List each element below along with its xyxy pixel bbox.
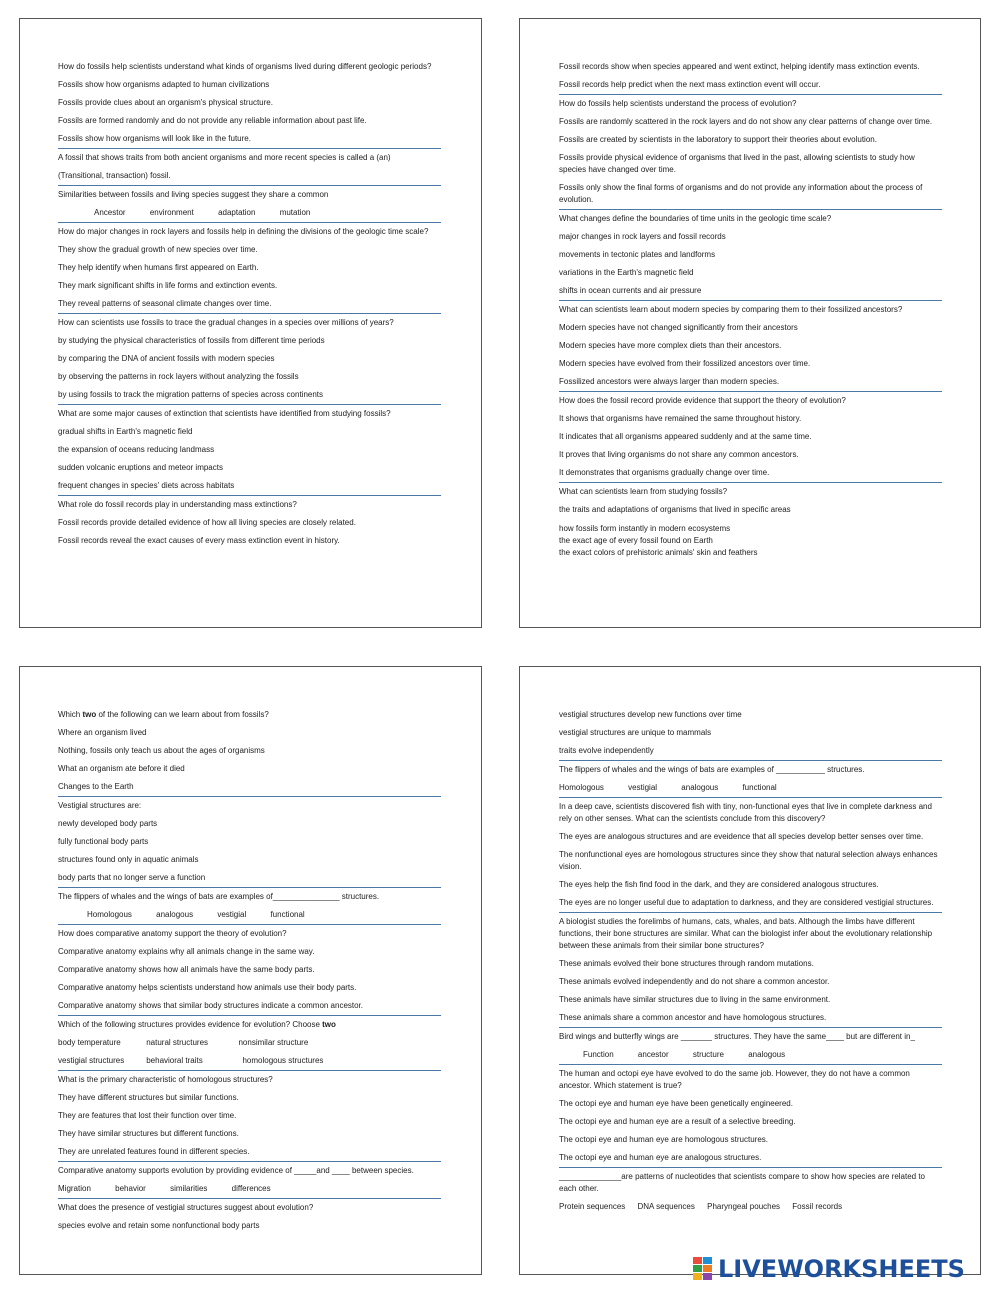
worksheet-page-2 bbox=[519, 18, 981, 628]
question-block bbox=[58, 223, 441, 314]
answer-option[interactable]: They reveal patterns of seasonal climate changes over time. bbox=[58, 299, 272, 308]
question-text bbox=[58, 1016, 441, 1034]
question-block bbox=[58, 496, 441, 550]
word-bank-item[interactable]: structure bbox=[692, 1050, 724, 1059]
question-text: What is the primary characteristic of homologous structures? bbox=[58, 1075, 273, 1084]
word-bank bbox=[559, 1046, 942, 1064]
question-text: What can scientists learn about modern species by comparing them to their fossilized ancestors? bbox=[559, 305, 903, 314]
question-text: How can scientists use fossils to trace the gradual changes in a species over millions of years? bbox=[58, 318, 394, 327]
answer-option[interactable]: by using fossils to track the migration patterns of species across continents bbox=[58, 390, 324, 399]
answer-option[interactable]: the exact colors of prehistoric animals' skin and feathers bbox=[559, 548, 758, 557]
question-text-start: Which bbox=[58, 710, 83, 719]
word-bank-item[interactable]: differences bbox=[231, 1184, 271, 1193]
word-bank-item[interactable]: adaptation bbox=[218, 208, 256, 217]
answer-option[interactable]: Comparative anatomy shows how all animals have the same body parts. bbox=[58, 965, 315, 974]
question-text: ______________are patterns of nucleotides that scientists compare to show how species are related to each other. bbox=[559, 1172, 926, 1193]
answer-option[interactable]: It indicates that all organisms appeared suddenly and at the same time. bbox=[559, 432, 812, 441]
word-bank-item[interactable]: Function bbox=[583, 1050, 614, 1059]
answer-option[interactable]: Fossil records provide detailed evidence of how all living species are closely related. bbox=[58, 518, 356, 527]
answer-option[interactable]: the expansion of oceans reducing landmass bbox=[58, 445, 215, 454]
word-bank bbox=[58, 1180, 441, 1198]
answer-option[interactable]: Modern species have evolved from their fossilized ancestors over time. bbox=[559, 359, 811, 368]
answer-option[interactable]: by comparing the DNA of ancient fossils with modern species bbox=[58, 354, 275, 363]
answer-option[interactable]: fully functional body parts bbox=[58, 837, 149, 846]
answer-option[interactable]: body parts that no longer serve a function bbox=[58, 873, 206, 882]
answer-option[interactable]: It proves that living organisms do not share any common ancestors. bbox=[559, 450, 799, 459]
question-text: How do fossils help scientists understand the process of evolution? bbox=[559, 99, 797, 108]
answer-option[interactable]: frequent changes in species' diets across habitats bbox=[58, 481, 235, 490]
question-text: The flippers of whales and the wings of bats are examples of_______________ structures. bbox=[58, 892, 380, 901]
question-text: The flippers of whales and the wings of bats are examples of ___________ structures. bbox=[559, 765, 865, 774]
answer-option[interactable]: Comparative anatomy explains why all animals change in the same way. bbox=[58, 947, 315, 956]
worksheet-page-4 bbox=[519, 666, 981, 1275]
answer-option[interactable]: behavioral traits bbox=[146, 1056, 203, 1065]
option-row bbox=[58, 1052, 441, 1070]
answer-option[interactable]: Comparative anatomy shows that similar body structures indicate a common ancestor. bbox=[58, 1001, 364, 1010]
answer-option[interactable]: newly developed body parts bbox=[58, 819, 158, 828]
answer-option[interactable]: variations in the Earth's magnetic field bbox=[559, 268, 694, 277]
answer-choice-text[interactable]: (Transitional, transaction) fossil. bbox=[58, 171, 171, 180]
answer-option[interactable]: vestigial structures bbox=[58, 1056, 125, 1065]
word-bank bbox=[559, 1198, 942, 1216]
word-bank-item[interactable]: DNA sequences bbox=[637, 1202, 695, 1211]
logo-blocks-icon bbox=[693, 1257, 715, 1281]
answer-option[interactable]: Modern species have not changed significantly from their ancestors bbox=[559, 323, 798, 332]
answer-option[interactable]: shifts in ocean currents and air pressure bbox=[559, 286, 702, 295]
question-text: What are some major causes of extinction that scientists have identified from studying fossils? bbox=[58, 409, 391, 418]
word-bank-item[interactable]: vestigial bbox=[628, 783, 658, 792]
answer-option[interactable]: They are features that lost their function over time. bbox=[58, 1111, 237, 1120]
answer-option[interactable]: Fossils show how organisms will look like in the future. bbox=[58, 134, 251, 143]
answer-option[interactable]: These animals have similar structures due to living in the same environment. bbox=[559, 995, 831, 1004]
question-block bbox=[58, 888, 441, 925]
word-bank-item[interactable]: functional bbox=[270, 910, 305, 919]
question-text: Bird wings and butterfly wings are _______ structures. They have the same____ but are different in_ bbox=[559, 1032, 915, 1041]
question-text: Comparative anatomy supports evolution by providing evidence of _____and ____ between species. bbox=[58, 1166, 414, 1175]
question-text: What does the presence of vestigial structures suggest about evolution? bbox=[58, 1203, 314, 1212]
answer-option[interactable]: These animals share a common ancestor and have homologous structures. bbox=[559, 1013, 827, 1022]
question-block bbox=[559, 210, 942, 301]
answer-option[interactable]: the traits and adaptations of organisms that lived in specific areas bbox=[559, 505, 791, 514]
answer-option[interactable]: natural structures bbox=[146, 1038, 209, 1047]
question-block bbox=[559, 913, 942, 1028]
answer-option[interactable]: Modern species have more complex diets than their ancestors. bbox=[559, 341, 782, 350]
question-block bbox=[559, 392, 942, 483]
answer-option[interactable]: Fossilized ancestors were always larger than modern species. bbox=[559, 377, 780, 386]
question-text: A fossil that shows traits from both ancient organisms and more recent species is called a (an) bbox=[58, 153, 391, 162]
word-bank-item[interactable]: Ancestor bbox=[94, 208, 126, 217]
worksheet-page-3 bbox=[19, 666, 482, 1275]
question-block bbox=[559, 301, 942, 392]
answer-option[interactable]: structures found only in aquatic animals bbox=[58, 855, 199, 864]
answer-option[interactable]: Fossil records help predict when the next mass extinction event will occur. bbox=[559, 80, 821, 89]
question-block bbox=[58, 797, 441, 888]
question-text: The human and octopi eye have evolved to do the same job. However, they do not have a common ancestor. Which statement is true? bbox=[559, 1069, 910, 1090]
question-block bbox=[58, 706, 441, 797]
answer-option[interactable]: These animals evolved independently and do not share a common ancestor. bbox=[559, 977, 830, 986]
answer-option[interactable]: how fossils form instantly in modern ecosystems bbox=[559, 524, 731, 533]
question-block bbox=[58, 186, 441, 223]
answer-option[interactable]: by studying the physical characteristics of fossils from different time periods bbox=[58, 336, 325, 345]
word-bank-item[interactable]: Homologous bbox=[87, 910, 132, 919]
answer-option[interactable]: The nonfunctional eyes are homologous structures since they show that natural selection always enhances vision. bbox=[559, 850, 938, 871]
question-text: In a deep cave, scientists discovered fish with tiny, non-functional eyes that live in complete darkness and rely on other senses. What can the scientists conclude from this discovery? bbox=[559, 802, 932, 823]
page-1-content bbox=[58, 58, 441, 550]
question-text-start: Which of the following structures provides evidence for evolution? Choose bbox=[58, 1020, 323, 1029]
answer-option[interactable]: The octopi eye and human eye have been genetically engineered. bbox=[559, 1099, 793, 1108]
answer-option[interactable]: Comparative anatomy helps scientists understand how animals use their body parts. bbox=[58, 983, 357, 992]
question-text: What role do fossil records play in understanding mass extinctions? bbox=[58, 500, 297, 509]
question-block bbox=[559, 1168, 942, 1216]
word-bank-item[interactable]: Homologous bbox=[559, 783, 604, 792]
answer-option[interactable]: The eyes are no longer useful due to adaptation to darkness, and they are considered vestigial structures. bbox=[559, 898, 934, 907]
answer-option[interactable]: sudden volcanic eruptions and meteor impacts bbox=[58, 463, 223, 472]
question-block bbox=[559, 95, 942, 210]
answer-option[interactable]: vestigial structures are unique to mammals bbox=[559, 728, 712, 737]
answer-option[interactable]: Fossil records reveal the exact causes of every mass extinction event in history. bbox=[58, 536, 340, 545]
answer-option[interactable]: the exact age of every fossil found on Earth bbox=[559, 536, 713, 545]
question-block bbox=[58, 58, 441, 149]
word-bank-item[interactable]: analogous bbox=[681, 783, 719, 792]
question-block bbox=[58, 405, 441, 496]
page-3-content bbox=[58, 706, 441, 1235]
question-block bbox=[559, 1065, 942, 1168]
answer-option[interactable]: They are unrelated features found in different species. bbox=[58, 1147, 250, 1156]
emphasis-two: two bbox=[322, 1020, 336, 1029]
question-block bbox=[559, 798, 942, 913]
answer-option[interactable]: The eyes help the fish find food in the dark, and they are considered analogous structures. bbox=[559, 880, 879, 889]
question-text: Similarities between fossils and living species suggest they share a common bbox=[58, 190, 329, 199]
word-bank bbox=[58, 906, 441, 924]
answer-option[interactable]: movements in tectonic plates and landforms bbox=[559, 250, 716, 259]
question-text: Vestigial structures are: bbox=[58, 801, 142, 810]
answer-option[interactable]: Fossils provide physical evidence of organisms that lived in the past, allowing scientists to study how species have changed over time. bbox=[559, 153, 915, 174]
answer-option[interactable]: homologous structures bbox=[242, 1056, 324, 1065]
answer-option[interactable]: Changes to the Earth bbox=[58, 782, 134, 791]
answer-option[interactable]: They have different structures but similar functions. bbox=[58, 1093, 239, 1102]
answer-option[interactable]: Where an organism lived bbox=[58, 728, 147, 737]
page-2-content bbox=[559, 58, 942, 559]
answer-option[interactable]: major changes in rock layers and fossil records bbox=[559, 232, 726, 241]
word-bank-item[interactable]: Pharyngeal pouches bbox=[707, 1202, 781, 1211]
question-block bbox=[559, 58, 942, 95]
page-4-content bbox=[559, 706, 942, 1216]
answer-option[interactable]: What an organism ate before it died bbox=[58, 764, 185, 773]
answer-option[interactable]: gradual shifts in Earth's magnetic field bbox=[58, 427, 193, 436]
question-text: How do fossils help scientists understand what kinds of organisms lived during different geologic periods? bbox=[58, 62, 432, 71]
word-bank-item[interactable]: vestigial bbox=[217, 910, 247, 919]
answer-option[interactable]: These animals evolved their bone structures through random mutations. bbox=[559, 959, 814, 968]
word-bank-item[interactable]: Protein sequences bbox=[559, 1202, 626, 1211]
word-bank-item[interactable]: functional bbox=[742, 783, 777, 792]
answer-option[interactable]: Fossils provide clues about an organism's physical structure. bbox=[58, 98, 273, 107]
answer-option[interactable]: It shows that organisms have remained the same throughout history. bbox=[559, 414, 802, 423]
answer-option[interactable]: traits evolve independently bbox=[559, 746, 654, 755]
answer-option[interactable]: Fossils are formed randomly and do not provide any reliable information about past life. bbox=[58, 116, 367, 125]
answer-option[interactable]: The octopi eye and human eye are analogous structures. bbox=[559, 1153, 762, 1162]
question-block bbox=[58, 925, 441, 1016]
word-bank-item[interactable]: similarities bbox=[170, 1184, 208, 1193]
question-text bbox=[58, 706, 441, 724]
logo-text: LIVEWORKSHEETS bbox=[718, 1255, 965, 1283]
question-text-end: of the following can we learn about from fossils? bbox=[96, 710, 269, 719]
question-block bbox=[58, 1162, 441, 1199]
worksheet-page-1 bbox=[19, 18, 482, 628]
question-text: How do major changes in rock layers and fossils help in defining the divisions of the geologic time scale? bbox=[58, 227, 429, 236]
question-block bbox=[559, 761, 942, 798]
question-block bbox=[58, 149, 441, 186]
answer-option[interactable]: Fossils only show the final forms of organisms and do not provide any information about the process of evolution. bbox=[559, 183, 923, 204]
question-text: What can scientists learn from studying fossils? bbox=[559, 487, 728, 496]
answer-option[interactable]: They help identify when humans first appeared on Earth. bbox=[58, 263, 259, 272]
word-bank-item[interactable]: Fossil records bbox=[792, 1202, 843, 1211]
word-bank bbox=[559, 779, 942, 797]
question-text: A biologist studies the forelimbs of humans, cats, whales, and bats. Although the limbs have different functions, their bone structures are similar. What can the biologist infer about the evolutionary relationship between these animals from their similar bone structures? bbox=[559, 917, 933, 950]
answer-option[interactable]: It demonstrates that organisms gradually change over time. bbox=[559, 468, 770, 477]
question-text: How does comparative anatomy support the theory of evolution? bbox=[58, 929, 287, 938]
answer-option[interactable]: species evolve and retain some nonfunctional body parts bbox=[58, 1221, 260, 1230]
answer-option[interactable]: They have similar structures but different functions. bbox=[58, 1129, 239, 1138]
answer-option[interactable]: They mark significant shifts in life forms and extinction events. bbox=[58, 281, 278, 290]
answer-option[interactable]: The octopi eye and human eye are a result of a selective breeding. bbox=[559, 1117, 796, 1126]
question-text: What changes define the boundaries of time units in the geologic time scale? bbox=[559, 214, 832, 223]
option-row bbox=[58, 1034, 441, 1052]
answer-option[interactable]: by observing the patterns in rock layers without analyzing the fossils bbox=[58, 372, 299, 381]
word-bank bbox=[58, 204, 441, 222]
word-bank-item[interactable]: Migration bbox=[58, 1184, 91, 1193]
answer-option[interactable]: Nothing, fossils only teach us about the ages of organisms bbox=[58, 746, 265, 755]
emphasis-two: two bbox=[82, 710, 97, 719]
answer-option[interactable]: body temperature bbox=[58, 1038, 121, 1047]
answer-option[interactable]: vestigial structures develop new functions over time bbox=[559, 710, 742, 719]
word-bank-item[interactable]: analogous bbox=[156, 910, 194, 919]
answer-option[interactable]: The octopi eye and human eye are homologous structures. bbox=[559, 1135, 769, 1144]
question-block bbox=[559, 1028, 942, 1065]
word-bank-item[interactable]: mutation bbox=[279, 208, 311, 217]
answer-option[interactable]: nonsimilar structure bbox=[238, 1038, 309, 1047]
answer-option[interactable]: The eyes are analogous structures and are eveidence that all species develop better senses over time. bbox=[559, 832, 924, 841]
question-block bbox=[58, 314, 441, 405]
answer-option[interactable]: They show the gradual growth of new species over time. bbox=[58, 245, 258, 254]
question-block bbox=[559, 483, 942, 559]
answer-option[interactable]: Fossils are randomly scattered in the rock layers and do not show any clear patterns of change over time. bbox=[559, 117, 933, 126]
word-bank-item[interactable]: environment bbox=[149, 208, 194, 217]
word-bank-item[interactable]: ancestor bbox=[637, 1050, 669, 1059]
question-text: How does the fossil record provide evidence that support the theory of evolution? bbox=[559, 396, 846, 405]
question-block bbox=[58, 1071, 441, 1162]
word-bank-item[interactable]: analogous bbox=[748, 1050, 786, 1059]
answer-option[interactable]: Fossil records show when species appeared and went extinct, helping identify mass extinction events. bbox=[559, 62, 920, 71]
question-block bbox=[559, 706, 942, 761]
answer-option[interactable]: Fossils are created by scientists in the laboratory to support their theories about evolution. bbox=[559, 135, 877, 144]
liveworksheets-logo[interactable] bbox=[693, 1254, 965, 1284]
answer-option[interactable]: Fossils show how organisms adapted to human civilizations bbox=[58, 80, 270, 89]
word-bank-item[interactable]: behavior bbox=[115, 1184, 146, 1193]
question-block bbox=[58, 1016, 441, 1071]
question-block bbox=[58, 1199, 441, 1235]
